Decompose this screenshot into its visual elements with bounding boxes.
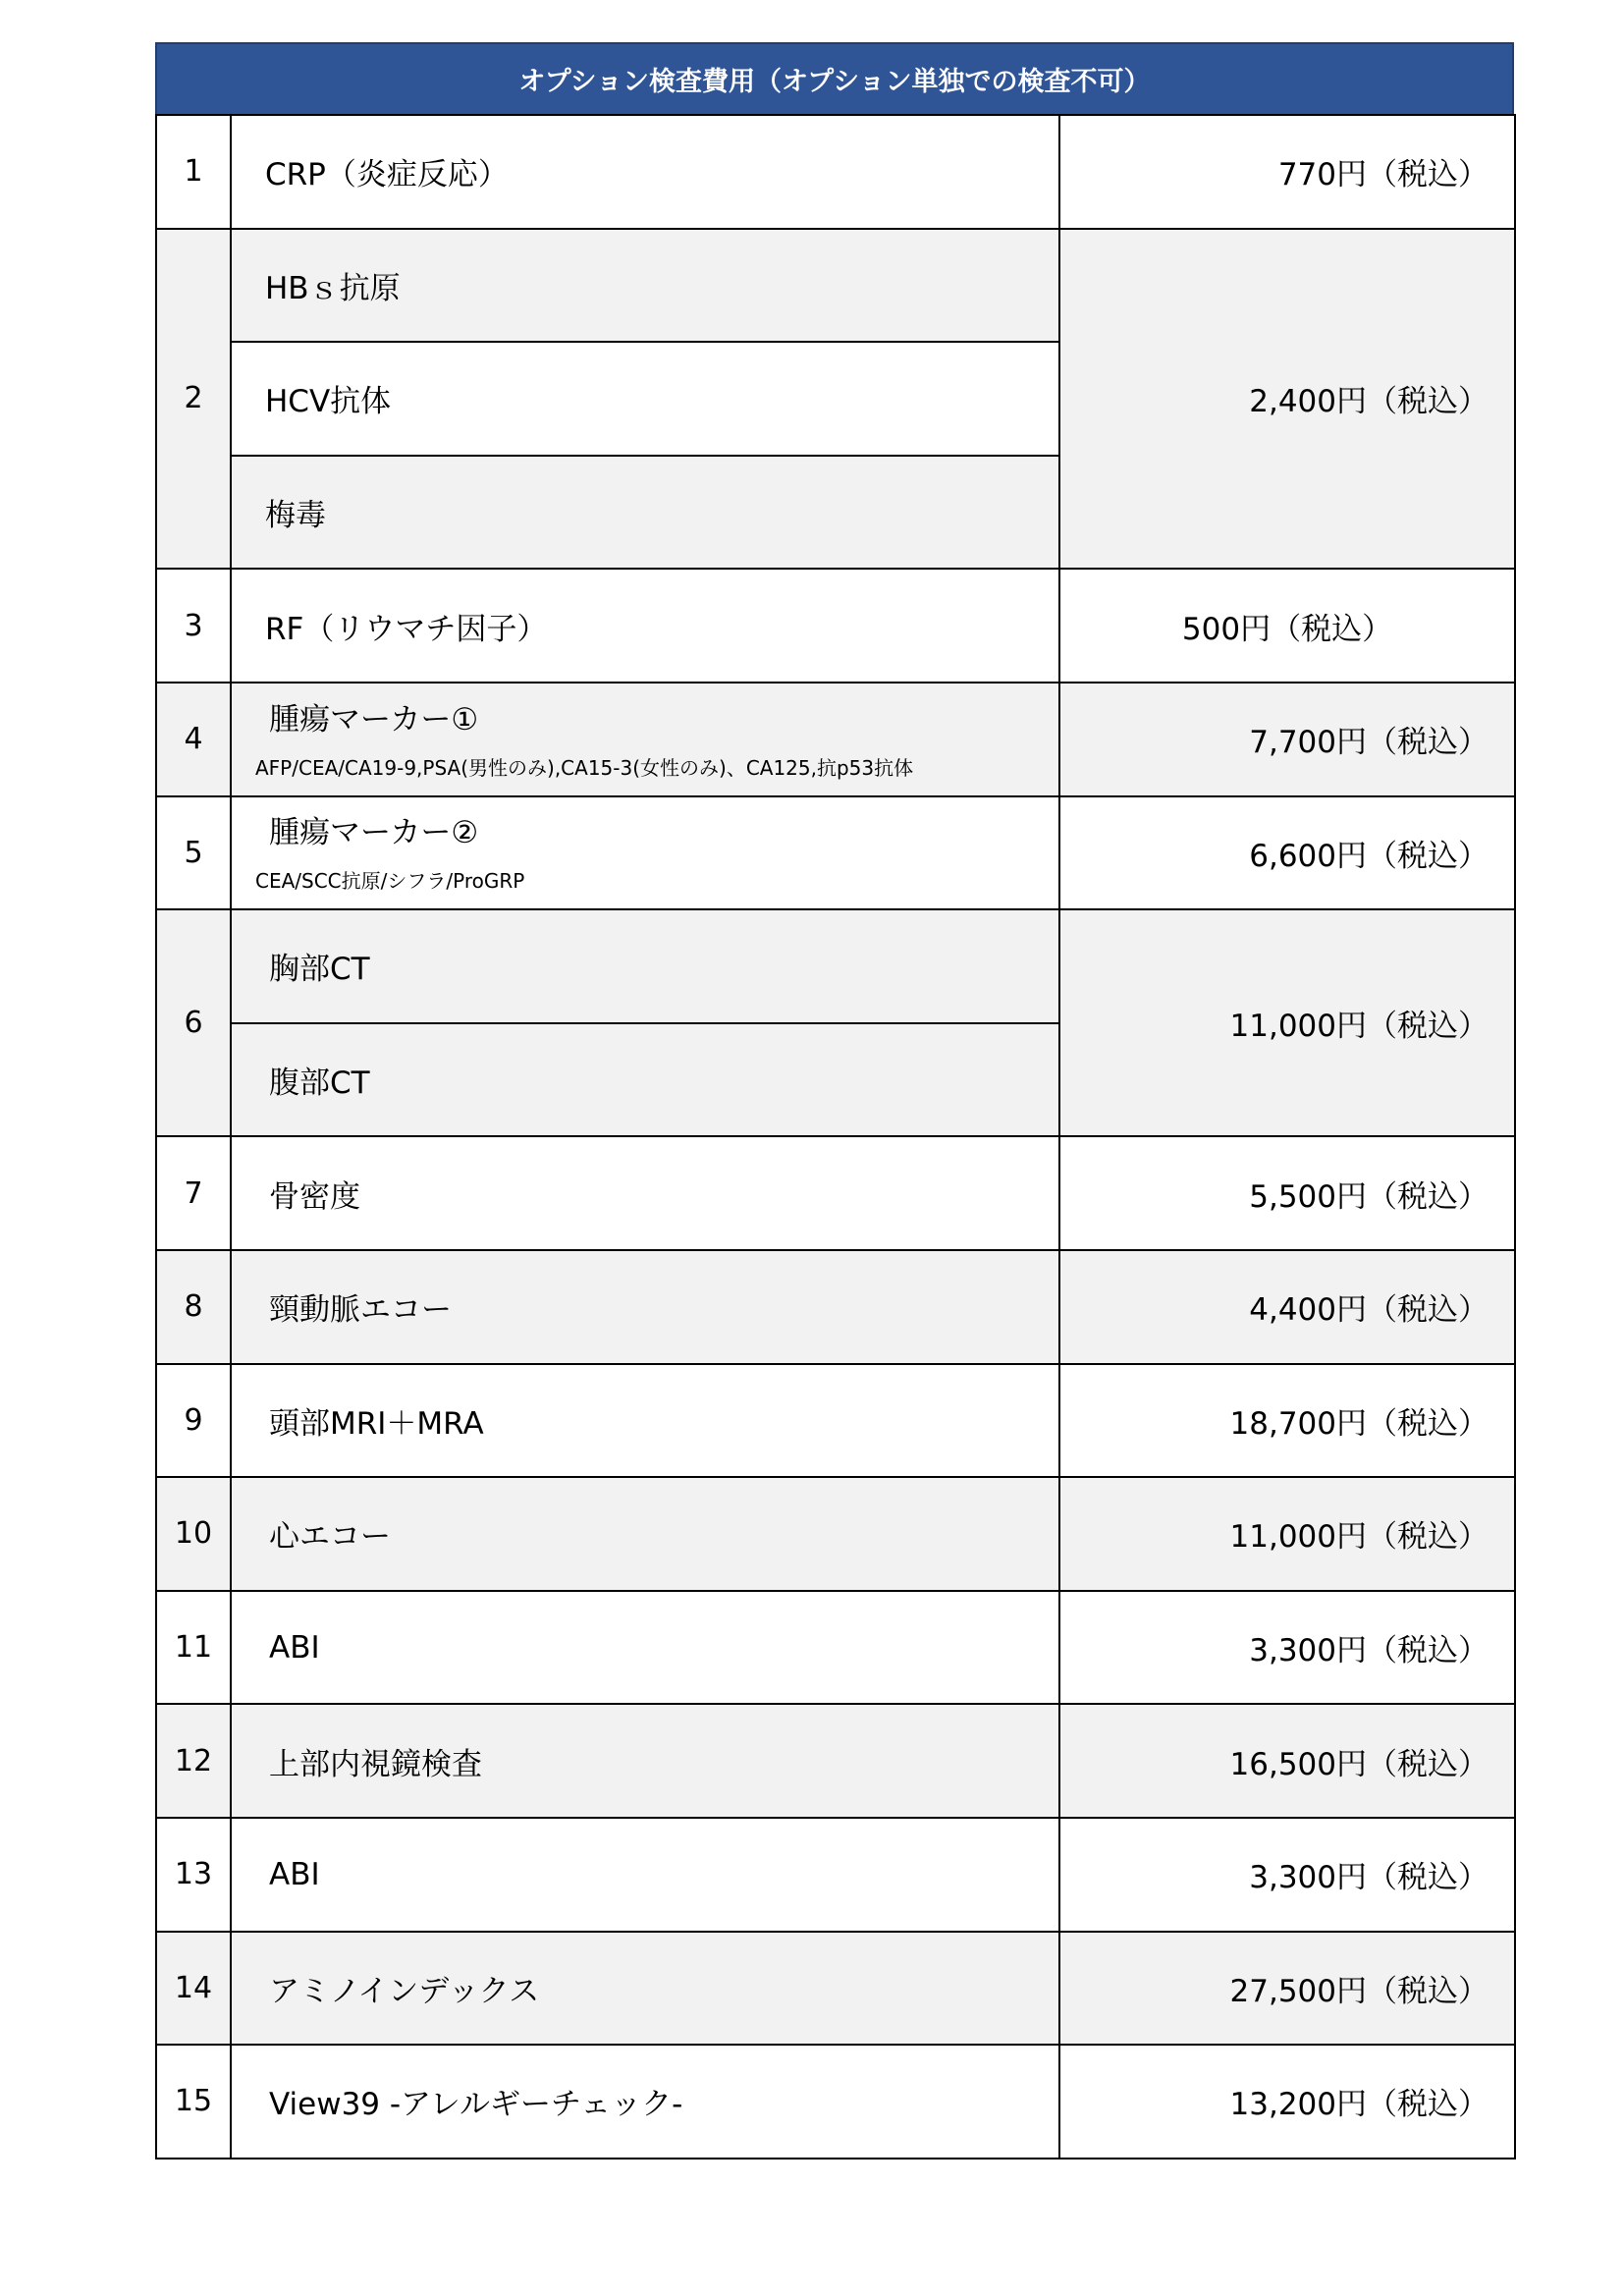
row-number: 13 [156,1818,231,1932]
row-number: 5 [156,796,231,910]
exam-name: RF（リウマチ因子） [231,569,1059,683]
table-row [156,115,1515,229]
row-number: 11 [156,1591,231,1705]
exam-price: 3,300円（税込） [1059,1591,1515,1705]
row-number: 10 [156,1477,231,1591]
exam-name: 上部内視鏡検査 [231,1704,1059,1818]
exam-price: 6,600円（税込） [1059,796,1515,910]
row-number: 14 [156,1932,231,2046]
exam-name: View39 -アレルギーチェック- [231,2045,1059,2159]
exam-name: 頸動脈エコー [231,1250,1059,1364]
exam-price: 3,300円（税込） [1059,1818,1515,1932]
table-row [156,1364,1515,1478]
table-row [156,1250,1515,1364]
exam-name: アミノインデックス [231,1932,1059,2046]
price-sheet [155,42,1514,2159]
exam-name: 腹部CT [231,1023,1059,1137]
exam-price: 18,700円（税込） [1059,1364,1515,1478]
exam-name: 胸部CT [231,909,1059,1023]
exam-price: 11,000円（税込） [1059,909,1515,1136]
row-number: 15 [156,2045,231,2159]
exam-name: CRP（炎症反応） [231,115,1059,229]
exam-name: ABI [231,1591,1059,1705]
exam-name: HCV抗体 [231,342,1059,456]
exam-price: 13,200円（税込） [1059,2045,1515,2159]
row-number: 9 [156,1364,231,1478]
row-number: 4 [156,683,231,796]
table-row [156,2045,1515,2159]
exam-name: 腫瘍マーカー① [269,701,479,738]
row-number: 12 [156,1704,231,1818]
option-price-table [155,114,1516,2159]
exam-detail: AFP/CEA/CA19-9,PSA(男性のみ),CA15-3(女性のみ)、CA125,抗p53抗体 [255,755,914,780]
exam-name-cell [231,796,1059,910]
table-row [156,909,1515,1023]
exam-name: HBｓ抗原 [231,229,1059,343]
exam-name: 頭部MRI＋MRA [231,1364,1059,1478]
exam-name-cell [231,683,1059,796]
exam-name: ABI [231,1818,1059,1932]
row-number: 1 [156,115,231,229]
table-row [156,1136,1515,1250]
exam-price: 27,500円（税込） [1059,1932,1515,2046]
table-header [155,42,1514,114]
exam-price: 5,500円（税込） [1059,1136,1515,1250]
table-row [156,1704,1515,1818]
table-row [156,229,1515,343]
exam-price: 11,000円（税込） [1059,1477,1515,1591]
exam-name: 梅毒 [231,456,1059,570]
row-number: 8 [156,1250,231,1364]
table-row [156,1477,1515,1591]
exam-detail: CEA/SCC抗原/シフラ/ProGRP [255,869,525,894]
table-row [156,1591,1515,1705]
table-row [156,1818,1515,1932]
exam-price: 7,700円（税込） [1059,683,1515,796]
exam-name: 心エコー [231,1477,1059,1591]
row-number: 7 [156,1136,231,1250]
exam-price: 16,500円（税込） [1059,1704,1515,1818]
table-row [156,569,1515,683]
exam-name: 腫瘍マーカー② [269,815,479,851]
row-number: 6 [156,909,231,1136]
exam-name: 骨密度 [231,1136,1059,1250]
row-number: 2 [156,229,231,570]
row-number: 3 [156,569,231,683]
table-row [156,1932,1515,2046]
exam-price: 4,400円（税込） [1059,1250,1515,1364]
exam-price: 2,400円（税込） [1059,229,1515,570]
table-row [156,796,1515,910]
exam-price: 500円（税込） [1059,569,1515,683]
table-title: オプション検査費用（オプション単独での検査不可） [518,67,1151,97]
table-row [156,683,1515,796]
exam-price: 770円（税込） [1059,115,1515,229]
